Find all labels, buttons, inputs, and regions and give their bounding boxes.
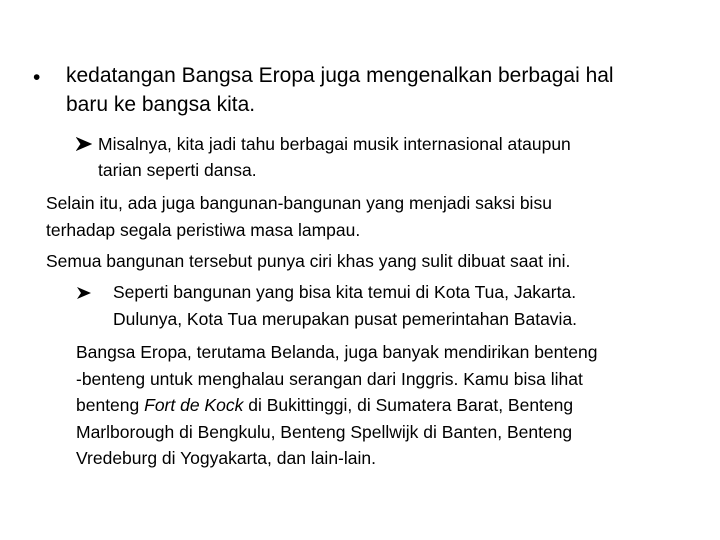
bullet1-line1: kedatangan Bangsa Eropa juga mengenalkan berbagai hal: [66, 64, 614, 87]
para3-line2: -benteng untuk menghalau serangan dari Inggris. Kamu bisa lihat: [76, 369, 583, 389]
para1-line1: Selain itu, ada juga bangunan-bangunan yang menjadi saksi bisu: [46, 193, 552, 213]
para3-line1: Bangsa Eropa, terutama Belanda, juga banyak mendirikan benteng: [76, 342, 598, 362]
arrow-bullet-icon: [76, 286, 92, 300]
sub2-line2: Dulunya, Kota Tua merupakan pusat pemerintahan Batavia.: [113, 309, 578, 329]
sub1-line2: tarian seperti dansa.: [98, 160, 257, 180]
para1-line2: terhadap segala peristiwa masa lampau.: [46, 220, 361, 240]
para3-line3: [76, 395, 573, 416]
bullet1-line2: baru ke bangsa kita.: [66, 93, 256, 116]
para3-line4: Marlborough di Bengkulu, Benteng Spellwijk di Banten, Benteng: [76, 422, 573, 442]
sub1-line1: Misalnya, kita jadi tahu berbagai musik internasional ataupun: [98, 134, 571, 154]
sub2-line1: Seperti bangunan yang bisa kita temui di Kota Tua, Jakarta.: [113, 282, 577, 302]
fort-de-kock-italic: Fort de Kock: [144, 395, 244, 415]
para3-line5: Vredeburg di Yogyakarta, dan lain-lain.: [76, 448, 376, 468]
para3-line3-post: di Bukittinggi, di Sumatera Barat, Benteng: [243, 395, 574, 415]
bullet-dot-icon: •: [33, 66, 41, 89]
para2-line1: Semua bangunan tersebut punya ciri khas yang sulit dibuat saat ini.: [46, 251, 571, 271]
arrow-bullet-icon: [76, 137, 92, 151]
para3-line3-pre: benteng: [76, 395, 145, 415]
